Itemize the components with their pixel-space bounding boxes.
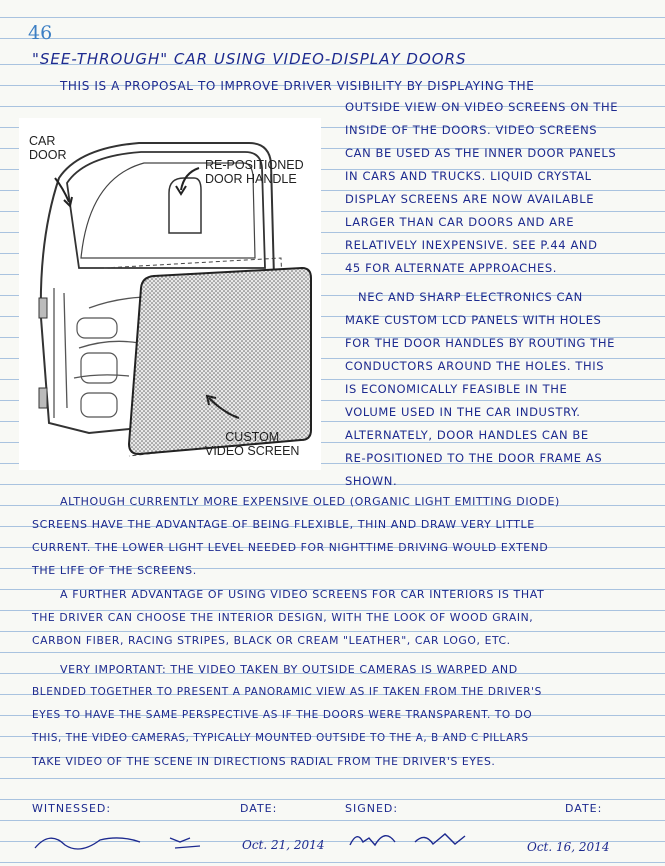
label-repositioned-handle: RE-POSITIONED DOOR HANDLE bbox=[205, 158, 304, 186]
para2-line: VOLUME USED IN THE CAR INDUSTRY. bbox=[345, 405, 581, 419]
intro-line: THIS IS A PROPOSAL TO IMPROVE DRIVER VISIBILITY BY DISPLAYING THE bbox=[60, 79, 535, 93]
intro-line: CAN BE USED AS THE INNER DOOR PANELS bbox=[345, 146, 617, 160]
para2-line: SHOWN. bbox=[345, 474, 398, 488]
para4-line: THE DRIVER CAN CHOOSE THE INTERIOR DESIGN, WITH THE LOOK OF WOOD GRAIN, bbox=[32, 611, 534, 624]
page-title: "SEE-THROUGH" CAR USING VIDEO-DISPLAY DOORS bbox=[32, 50, 467, 68]
para3-line: THE LIFE OF THE SCREENS. bbox=[32, 564, 197, 577]
intro-line: 45 FOR ALTERNATE APPROACHES. bbox=[345, 261, 558, 275]
signer-signature bbox=[345, 820, 485, 860]
intro-line: OUTSIDE VIEW ON VIDEO SCREENS ON THE bbox=[345, 100, 619, 114]
para4-line: A FURTHER ADVANTAGE OF USING VIDEO SCREENS FOR CAR INTERIORS IS THAT bbox=[60, 588, 545, 601]
intro-line: DISPLAY SCREENS ARE NOW AVAILABLE bbox=[345, 192, 595, 206]
para5-line: EYES TO HAVE THE SAME PERSPECTIVE AS IF THE DOORS WERE TRANSPARENT. TO DO bbox=[32, 709, 533, 721]
para2-line: ALTERNATELY, DOOR HANDLES CAN BE bbox=[345, 428, 589, 442]
intro-line: IN CARS AND TRUCKS. LIQUID CRYSTAL bbox=[345, 169, 592, 183]
para5-line: TAKE VIDEO OF THE SCENE IN DIRECTIONS RADIAL FROM THE DRIVER'S EYES. bbox=[32, 755, 496, 768]
intro-line: LARGER THAN CAR DOORS AND ARE bbox=[345, 215, 575, 229]
date-label-signer: DATE: bbox=[565, 802, 603, 815]
signer-date: Oct. 16, 2014 bbox=[527, 840, 610, 854]
para2-line: CONDUCTORS AROUND THE HOLES. THIS bbox=[345, 359, 605, 373]
intro-line: RELATIVELY INEXPENSIVE. SEE P.44 AND bbox=[345, 238, 598, 252]
intro-line: INSIDE OF THE DOORS. VIDEO SCREENS bbox=[345, 123, 598, 137]
witness-signature bbox=[30, 820, 220, 860]
label-car-door: CAR DOOR bbox=[29, 134, 67, 162]
para2-line: RE-POSITIONED TO THE DOOR FRAME AS bbox=[345, 451, 603, 465]
para3-line: ALTHOUGH CURRENTLY MORE EXPENSIVE OLED (ORGANIC LIGHT EMITTING DIODE) bbox=[60, 495, 560, 508]
para4-line: CARBON FIBER, RACING STRIPES, BLACK OR CREAM "LEATHER", CAR LOGO, ETC. bbox=[32, 634, 511, 647]
para3-line: CURRENT. THE LOWER LIGHT LEVEL NEEDED FOR NIGHTTIME DRIVING WOULD EXTEND bbox=[32, 541, 549, 554]
para2-line: MAKE CUSTOM LCD PANELS WITH HOLES bbox=[345, 313, 602, 327]
car-door-figure bbox=[19, 118, 321, 470]
para2-line: FOR THE DOOR HANDLES BY ROUTING THE bbox=[345, 336, 616, 350]
witness-date: Oct. 21, 2014 bbox=[242, 838, 325, 852]
para5-line: BLENDED TOGETHER TO PRESENT A PANORAMIC VIEW AS IF TAKEN FROM THE DRIVER'S bbox=[32, 686, 542, 698]
signed-label: SIGNED: bbox=[345, 802, 399, 815]
para2-line: IS ECONOMICALLY FEASIBLE IN THE bbox=[345, 382, 568, 396]
date-label-witness: DATE: bbox=[240, 802, 278, 815]
para5-line: THIS, THE VIDEO CAMERAS, TYPICALLY MOUNTED OUTSIDE TO THE A, B AND C PILLARS bbox=[32, 732, 529, 744]
para5-line: VERY IMPORTANT: THE VIDEO TAKEN BY OUTSIDE CAMERAS IS WARPED AND bbox=[60, 663, 518, 676]
page-number: 46 bbox=[28, 22, 53, 44]
label-custom-video-screen: CUSTOM VIDEO SCREEN bbox=[205, 430, 300, 458]
witnessed-label: WITNESSED: bbox=[32, 802, 112, 815]
para2-line: NEC AND SHARP ELECTRONICS CAN bbox=[358, 290, 583, 304]
para3-line: SCREENS HAVE THE ADVANTAGE OF BEING FLEXIBLE, THIN AND DRAW VERY LITTLE bbox=[32, 518, 535, 531]
